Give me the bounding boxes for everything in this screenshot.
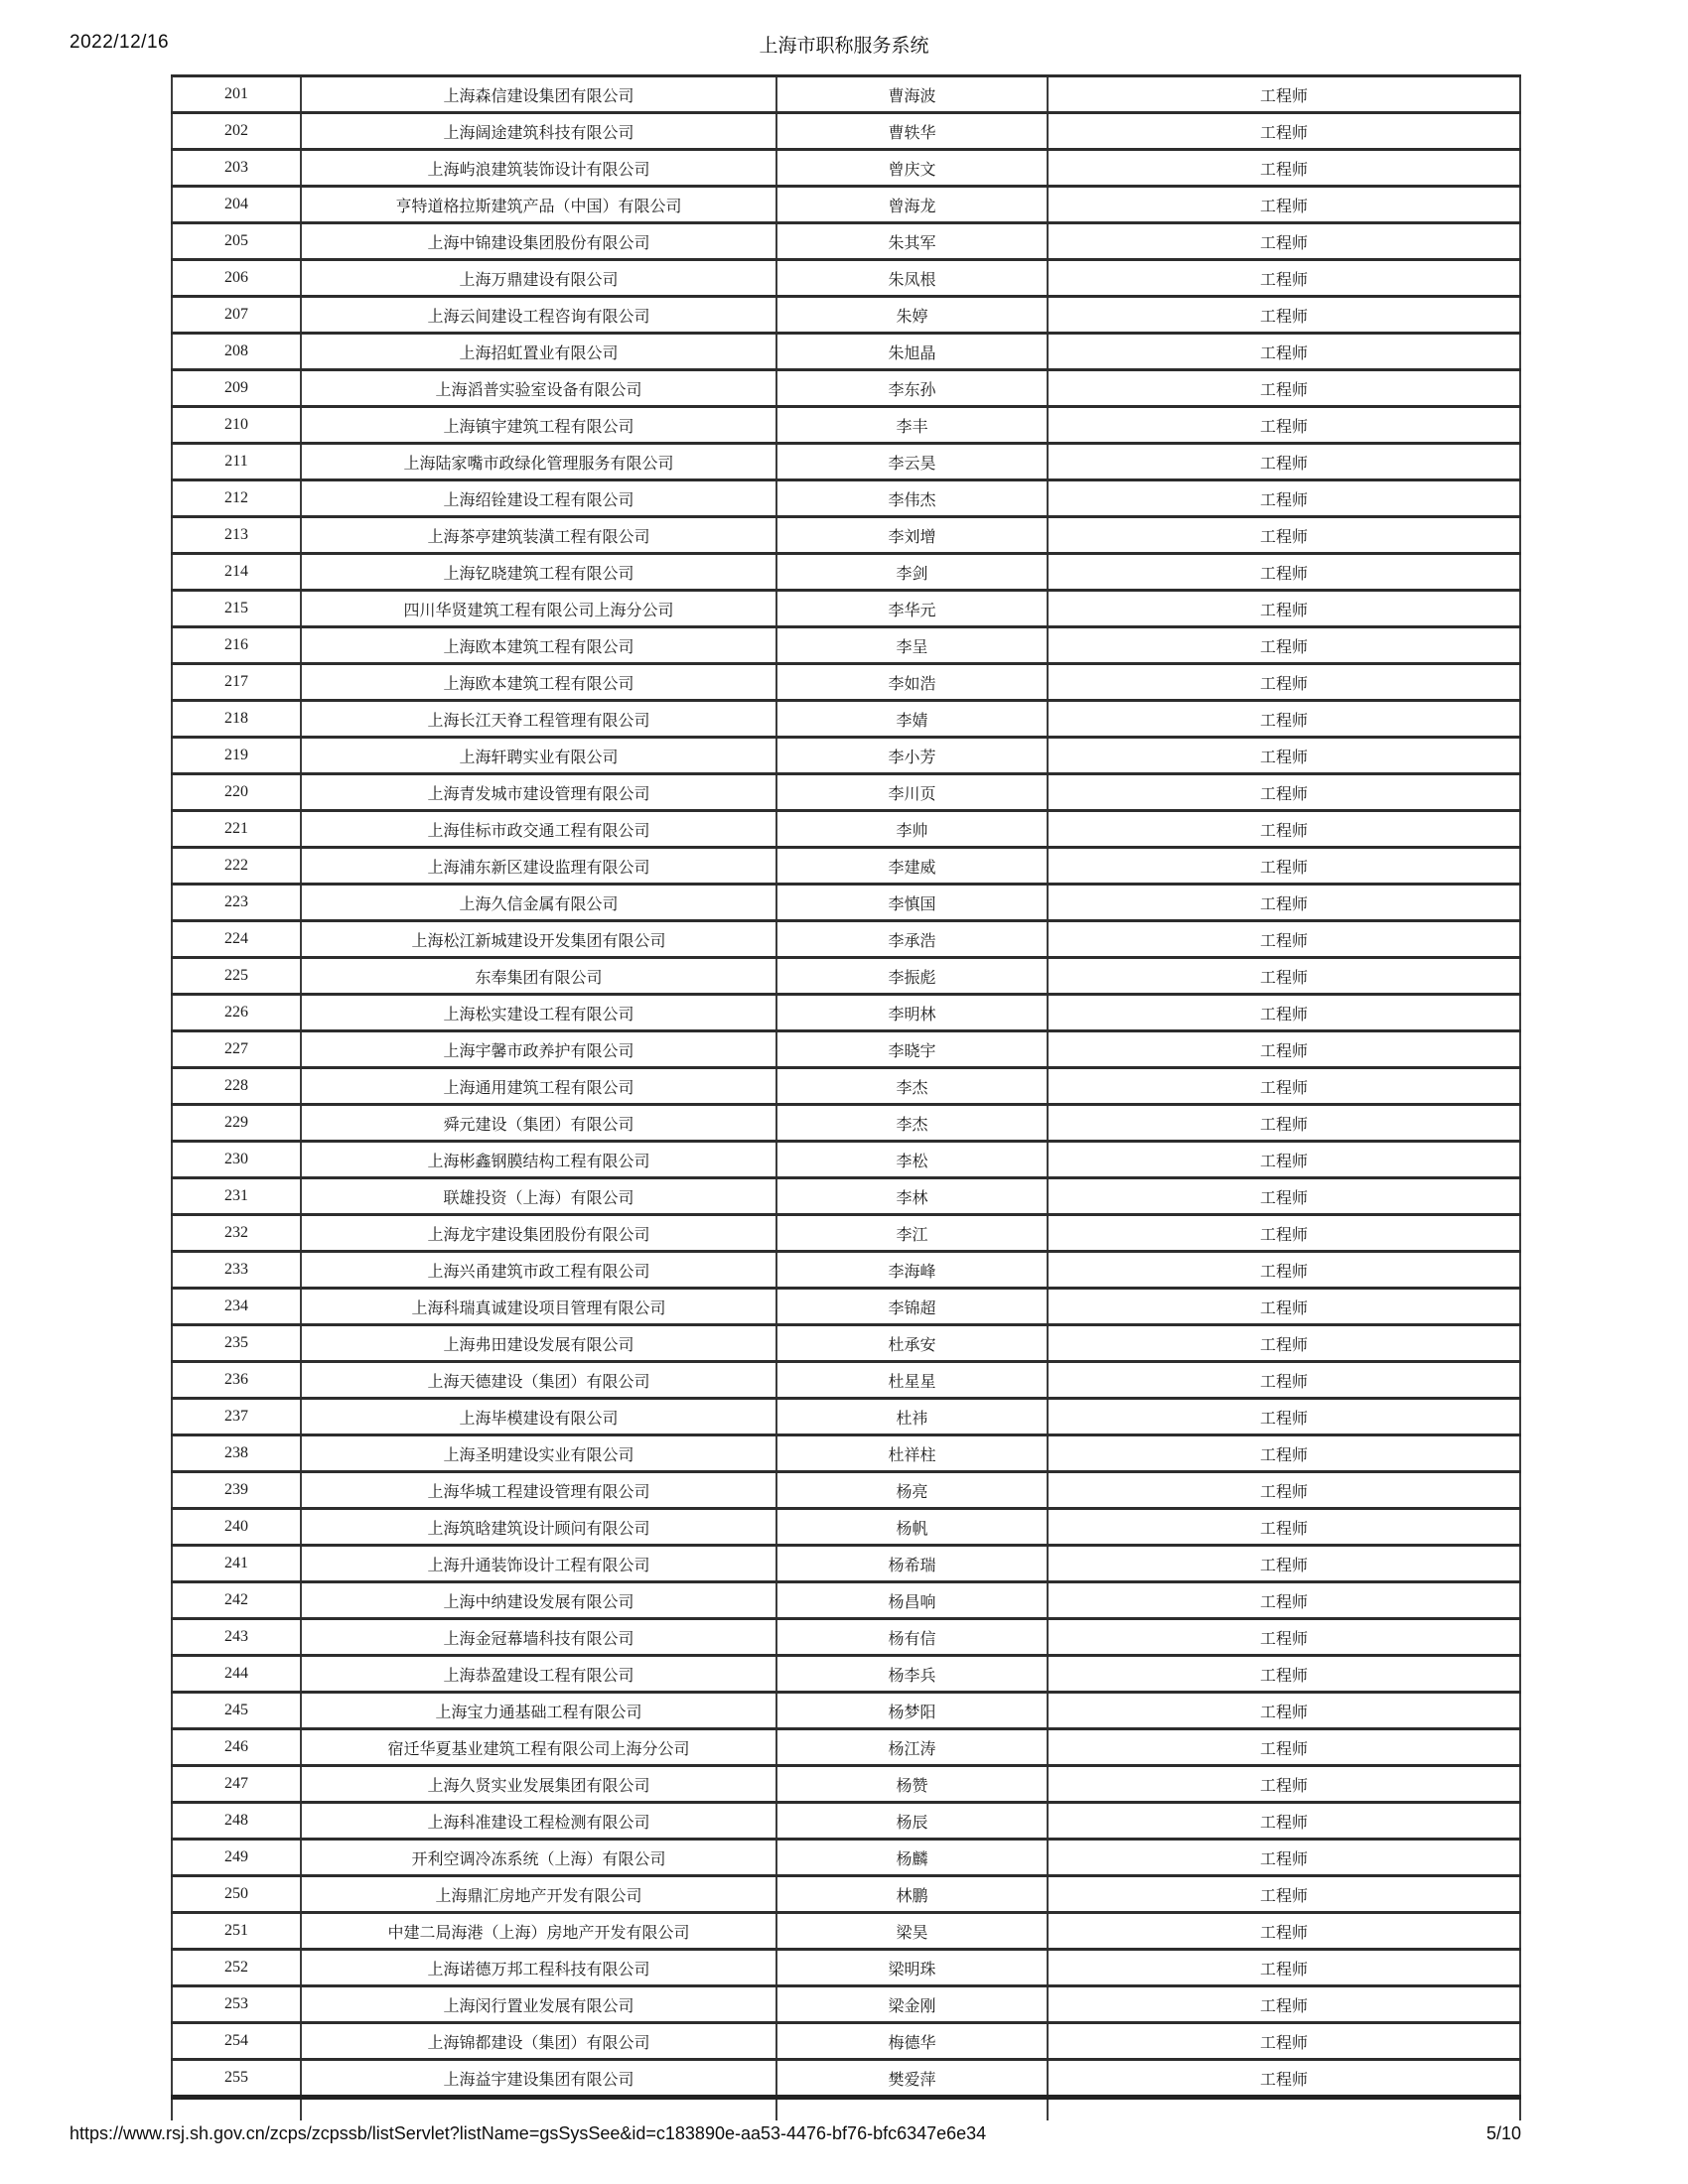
cell-name: 梁明珠 [776,1950,1048,1986]
cell-title: 工程师 [1048,1252,1520,1289]
cell-company: 上海升通装饰设计工程有限公司 [301,1546,776,1582]
cell-name: 李剑 [776,554,1048,591]
table-row [172,1105,1520,1142]
table-row [172,370,1520,407]
cell-title: 工程师 [1048,1950,1520,1986]
cell-name: 李林 [776,1178,1048,1215]
cell-title: 工程师 [1048,1362,1520,1399]
cell-name: 李伟杰 [776,480,1048,517]
cell-no: 245 [172,1693,301,1729]
cell-company: 亨特道格拉斯建筑产品（中国）有限公司 [301,187,776,223]
cell-no: 232 [172,1215,301,1252]
cell-name: 李帅 [776,811,1048,848]
cell-title: 工程师 [1048,1619,1520,1656]
cell-no: 238 [172,1435,301,1472]
print-date: 2022/12/16 [70,32,170,53]
cell-title: 工程师 [1048,1840,1520,1876]
table-row [172,1252,1520,1289]
cell-title: 工程师 [1048,334,1520,370]
cell-name: 李刘增 [776,517,1048,554]
cell-company: 上海宇馨市政养护有限公司 [301,1031,776,1068]
page-title: 上海市职称服务系统 [759,36,929,57]
cell-company: 上海科准建设工程检测有限公司 [301,1803,776,1840]
cell-title: 工程师 [1048,1986,1520,2023]
cell-company: 上海绍铨建设工程有限公司 [301,480,776,517]
cell-company: 上海陆家嘴市政绿化管理服务有限公司 [301,444,776,480]
table-row [172,774,1520,811]
cell-title: 工程师 [1048,444,1520,480]
table-row [172,1546,1520,1582]
cell-no: 215 [172,591,301,627]
cell-company: 上海彬鑫钢膜结构工程有限公司 [301,1142,776,1178]
cell-name: 李杰 [776,1105,1048,1142]
cell-title: 工程师 [1048,811,1520,848]
cell-name: 李振彪 [776,958,1048,995]
cell-no: 248 [172,1803,301,1840]
cell-name: 杨希瑞 [776,1546,1048,1582]
cell-company: 上海镇宇建筑工程有限公司 [301,407,776,444]
cell-company: 上海阔途建筑科技有限公司 [301,113,776,150]
cell-title: 工程师 [1048,995,1520,1031]
cell-name: 杨赞 [776,1766,1048,1803]
cell-no: 221 [172,811,301,848]
cell-company: 上海锦都建设（集团）有限公司 [301,2023,776,2060]
cell-no: 218 [172,701,301,738]
cell-name: 朱其军 [776,223,1048,260]
cell-company: 上海闵行置业发展有限公司 [301,1986,776,2023]
cell-company: 上海滔普实验室设备有限公司 [301,370,776,407]
cell-name: 李如浩 [776,664,1048,701]
cell-title: 工程师 [1048,1325,1520,1362]
cell-company: 上海龙宇建设集团股份有限公司 [301,1215,776,1252]
cell-no: 246 [172,1729,301,1766]
cell-no: 202 [172,113,301,150]
table-row [172,517,1520,554]
cell-title: 工程师 [1048,774,1520,811]
cell-name: 曹轶华 [776,113,1048,150]
cell-no: 253 [172,1986,301,2023]
cell-no: 251 [172,1913,301,1950]
cell-company: 上海中纳建设发展有限公司 [301,1582,776,1619]
cell-title: 工程师 [1048,297,1520,334]
cell-company: 开利空调冷冻系统（上海）有限公司 [301,1840,776,1876]
table-row [172,1509,1520,1546]
cell-no: 252 [172,1950,301,1986]
cell-title: 工程师 [1048,1068,1520,1105]
cell-no: 242 [172,1582,301,1619]
table-row [172,1399,1520,1435]
table-row [172,407,1520,444]
table-row [172,1362,1520,1399]
cell-no: 250 [172,1876,301,1913]
table-row [172,187,1520,223]
table-row [172,2023,1520,2060]
cell-name: 梅德华 [776,2023,1048,2060]
cell-no: 224 [172,921,301,958]
page-number: 5/10 [1485,2123,1521,2143]
cell-title: 工程师 [1048,1399,1520,1435]
cell-company: 东奉集团有限公司 [301,958,776,995]
titles-table [171,74,1523,2122]
cell-no: 231 [172,1178,301,1215]
cell-name: 朱旭晶 [776,334,1048,370]
cell-name: 李晓宇 [776,1031,1048,1068]
cell-name: 李明林 [776,995,1048,1031]
cell-no: 243 [172,1619,301,1656]
table-row [172,664,1520,701]
cell-no: 239 [172,1472,301,1509]
table-row [172,1840,1520,1876]
cell-name: 曹海波 [776,76,1048,113]
cell-name: 杜祎 [776,1399,1048,1435]
cell-no: 254 [172,2023,301,2060]
cell-title: 工程师 [1048,1766,1520,1803]
cell-title: 工程师 [1048,1729,1520,1766]
cell-title: 工程师 [1048,848,1520,885]
table-row [172,958,1520,995]
cell-name: 李建威 [776,848,1048,885]
cell-title: 工程师 [1048,1509,1520,1546]
cell-company: 上海青发城市建设管理有限公司 [301,774,776,811]
cell-no: 201 [172,76,301,113]
cell-name: 杨亮 [776,1472,1048,1509]
cell-name: 杨梦阳 [776,1693,1048,1729]
table-row [172,1582,1520,1619]
cell-company: 上海轩聘实业有限公司 [301,738,776,774]
cell-title: 工程师 [1048,113,1520,150]
cell-name: 杨江涛 [776,1729,1048,1766]
cell-title: 工程师 [1048,738,1520,774]
cell-name: 杨李兵 [776,1656,1048,1693]
cell-name: 李婧 [776,701,1048,738]
table-row [172,1803,1520,1840]
cell-title: 工程师 [1048,187,1520,223]
table-row [172,885,1520,921]
cell-company: 中建二局海港（上海）房地产开发有限公司 [301,1913,776,1950]
cell-company: 上海浦东新区建设监理有限公司 [301,848,776,885]
cell-title: 工程师 [1048,223,1520,260]
table-row [172,260,1520,297]
cell-name: 杨帆 [776,1509,1048,1546]
table-row [172,811,1520,848]
table-row [172,1142,1520,1178]
table-row [172,1068,1520,1105]
cell-title: 工程师 [1048,1178,1520,1215]
cell-no: 214 [172,554,301,591]
cell-title: 工程师 [1048,1913,1520,1950]
empty-cell [301,2098,776,2121]
table-row [172,627,1520,664]
cell-title: 工程师 [1048,1105,1520,1142]
cell-title: 工程师 [1048,591,1520,627]
cell-name: 李云昊 [776,444,1048,480]
cell-company: 上海筑晗建筑设计顾问有限公司 [301,1509,776,1546]
cell-no: 203 [172,150,301,187]
cell-company: 上海万鼎建设有限公司 [301,260,776,297]
cell-company: 上海益宇建设集团有限公司 [301,2060,776,2098]
cell-title: 工程师 [1048,407,1520,444]
cell-company: 四川华贤建筑工程有限公司上海分公司 [301,591,776,627]
cell-no: 255 [172,2060,301,2098]
cell-company: 上海弗田建设发展有限公司 [301,1325,776,1362]
titles-table-grid [171,74,1521,2120]
cell-name: 李东孙 [776,370,1048,407]
cell-title: 工程师 [1048,1876,1520,1913]
empty-cell [1048,2098,1520,2121]
cell-no: 234 [172,1289,301,1325]
cell-title: 工程师 [1048,2060,1520,2098]
cell-no: 208 [172,334,301,370]
cell-title: 工程师 [1048,1656,1520,1693]
cell-title: 工程师 [1048,2023,1520,2060]
table-row [172,1876,1520,1913]
cell-no: 212 [172,480,301,517]
cell-company: 上海科瑞真诚建设项目管理有限公司 [301,1289,776,1325]
cell-company: 上海松实建设工程有限公司 [301,995,776,1031]
cell-name: 杨麟 [776,1840,1048,1876]
table-row [172,1325,1520,1362]
cell-no: 237 [172,1399,301,1435]
cell-no: 240 [172,1509,301,1546]
table-row [172,591,1520,627]
cell-title: 工程师 [1048,76,1520,113]
cell-title: 工程师 [1048,370,1520,407]
table-row [172,1178,1520,1215]
cell-name: 李杰 [776,1068,1048,1105]
cell-no: 219 [172,738,301,774]
cell-name: 林鹏 [776,1876,1048,1913]
cell-no: 210 [172,407,301,444]
cell-company: 上海钇晓建筑工程有限公司 [301,554,776,591]
cell-no: 204 [172,187,301,223]
cell-title: 工程师 [1048,1803,1520,1840]
cell-no: 230 [172,1142,301,1178]
cell-title: 工程师 [1048,627,1520,664]
footer-url: https://www.rsj.sh.gov.cn/zcps/zcpssb/listServlet?listName=gsSysSee&id=c183890e-aa53-4476-bf76-bfc6347e6e34 [70,2123,987,2143]
cell-no: 222 [172,848,301,885]
cell-title: 工程师 [1048,1142,1520,1178]
partial-row [172,2098,1520,2121]
table-row [172,2060,1520,2098]
cell-company: 上海天德建设（集团）有限公司 [301,1362,776,1399]
cell-no: 207 [172,297,301,334]
cell-company: 上海鼎汇房地产开发有限公司 [301,1876,776,1913]
table-row [172,1619,1520,1656]
table-row [172,921,1520,958]
table-row [172,150,1520,187]
cell-no: 206 [172,260,301,297]
table-row [172,334,1520,370]
cell-name: 杜祥柱 [776,1435,1048,1472]
cell-no: 244 [172,1656,301,1693]
cell-title: 工程师 [1048,1435,1520,1472]
cell-company: 上海华城工程建设管理有限公司 [301,1472,776,1509]
cell-company: 上海长江天脊工程管理有限公司 [301,701,776,738]
cell-name: 杜星星 [776,1362,1048,1399]
table-row [172,113,1520,150]
cell-company: 上海圣明建设实业有限公司 [301,1435,776,1472]
cell-company: 上海通用建筑工程有限公司 [301,1068,776,1105]
cell-name: 李锦超 [776,1289,1048,1325]
cell-title: 工程师 [1048,260,1520,297]
table-row [172,1031,1520,1068]
cell-name: 李承浩 [776,921,1048,958]
cell-no: 227 [172,1031,301,1068]
cell-company: 上海久信金属有限公司 [301,885,776,921]
cell-name: 李江 [776,1215,1048,1252]
cell-name: 杨昌响 [776,1582,1048,1619]
table-row [172,76,1520,113]
cell-title: 工程师 [1048,480,1520,517]
cell-name: 梁金刚 [776,1986,1048,2023]
table-row [172,1729,1520,1766]
table-row [172,1472,1520,1509]
cell-no: 235 [172,1325,301,1362]
cell-name: 李慎国 [776,885,1048,921]
cell-name: 李川页 [776,774,1048,811]
cell-name: 樊爱萍 [776,2060,1048,2098]
cell-company: 宿迁华夏基业建筑工程有限公司上海分公司 [301,1729,776,1766]
table-row [172,1986,1520,2023]
cell-company: 上海森信建设集团有限公司 [301,76,776,113]
table-row [172,848,1520,885]
cell-no: 225 [172,958,301,995]
cell-title: 工程师 [1048,150,1520,187]
table-row [172,1766,1520,1803]
cell-title: 工程师 [1048,1031,1520,1068]
cell-title: 工程师 [1048,1582,1520,1619]
cell-title: 工程师 [1048,554,1520,591]
table-row [172,1913,1520,1950]
cell-name: 梁昊 [776,1913,1048,1950]
cell-no: 247 [172,1766,301,1803]
cell-title: 工程师 [1048,1289,1520,1325]
cell-no: 233 [172,1252,301,1289]
cell-name: 李海峰 [776,1252,1048,1289]
cell-company: 上海屿浪建筑装饰设计有限公司 [301,150,776,187]
cell-name: 李松 [776,1142,1048,1178]
table-row [172,1435,1520,1472]
table-row [172,554,1520,591]
cell-no: 205 [172,223,301,260]
cell-no: 229 [172,1105,301,1142]
cell-company: 上海兴甬建筑市政工程有限公司 [301,1252,776,1289]
cell-company: 上海中锦建设集团股份有限公司 [301,223,776,260]
cell-title: 工程师 [1048,921,1520,958]
cell-title: 工程师 [1048,701,1520,738]
cell-name: 杨有信 [776,1619,1048,1656]
cell-company: 舜元建设（集团）有限公司 [301,1105,776,1142]
table-row [172,1693,1520,1729]
table-row [172,738,1520,774]
table-row [172,1656,1520,1693]
cell-name: 朱婷 [776,297,1048,334]
cell-company: 上海诺德万邦工程科技有限公司 [301,1950,776,1986]
table-row [172,223,1520,260]
table-row [172,701,1520,738]
cell-title: 工程师 [1048,1546,1520,1582]
table-row [172,480,1520,517]
cell-name: 李丰 [776,407,1048,444]
cell-no: 211 [172,444,301,480]
cell-company: 上海宝力通基础工程有限公司 [301,1693,776,1729]
cell-company: 上海恭盈建设工程有限公司 [301,1656,776,1693]
cell-name: 杜承安 [776,1325,1048,1362]
cell-no: 220 [172,774,301,811]
cell-name: 杨辰 [776,1803,1048,1840]
cell-title: 工程师 [1048,1472,1520,1509]
cell-no: 226 [172,995,301,1031]
cell-name: 曾庆文 [776,150,1048,187]
cell-title: 工程师 [1048,885,1520,921]
table-row [172,1289,1520,1325]
cell-title: 工程师 [1048,1693,1520,1729]
cell-company: 上海欧本建筑工程有限公司 [301,627,776,664]
cell-no: 236 [172,1362,301,1399]
cell-company: 上海欧本建筑工程有限公司 [301,664,776,701]
cell-company: 上海久贤实业发展集团有限公司 [301,1766,776,1803]
table-row [172,297,1520,334]
cell-company: 上海茶亭建筑装潢工程有限公司 [301,517,776,554]
cell-title: 工程师 [1048,958,1520,995]
cell-company: 上海佳标市政交通工程有限公司 [301,811,776,848]
cell-company: 联雄投资（上海）有限公司 [301,1178,776,1215]
cell-no: 217 [172,664,301,701]
empty-cell [776,2098,1048,2121]
table-body [172,76,1520,2121]
cell-company: 上海毕模建设有限公司 [301,1399,776,1435]
empty-cell [172,2098,301,2121]
cell-no: 223 [172,885,301,921]
table-row [172,1215,1520,1252]
cell-title: 工程师 [1048,1215,1520,1252]
cell-no: 209 [172,370,301,407]
cell-company: 上海招虹置业有限公司 [301,334,776,370]
cell-title: 工程师 [1048,664,1520,701]
cell-no: 228 [172,1068,301,1105]
cell-company: 上海云间建设工程咨询有限公司 [301,297,776,334]
cell-name: 李呈 [776,627,1048,664]
table-row [172,995,1520,1031]
cell-name: 李小芳 [776,738,1048,774]
cell-name: 曾海龙 [776,187,1048,223]
cell-name: 李华元 [776,591,1048,627]
table-row [172,1950,1520,1986]
cell-company: 上海金冠幕墙科技有限公司 [301,1619,776,1656]
cell-no: 249 [172,1840,301,1876]
cell-company: 上海松江新城建设开发集团有限公司 [301,921,776,958]
cell-no: 213 [172,517,301,554]
table-row [172,444,1520,480]
cell-no: 241 [172,1546,301,1582]
cell-name: 朱凤根 [776,260,1048,297]
cell-no: 216 [172,627,301,664]
cell-title: 工程师 [1048,517,1520,554]
